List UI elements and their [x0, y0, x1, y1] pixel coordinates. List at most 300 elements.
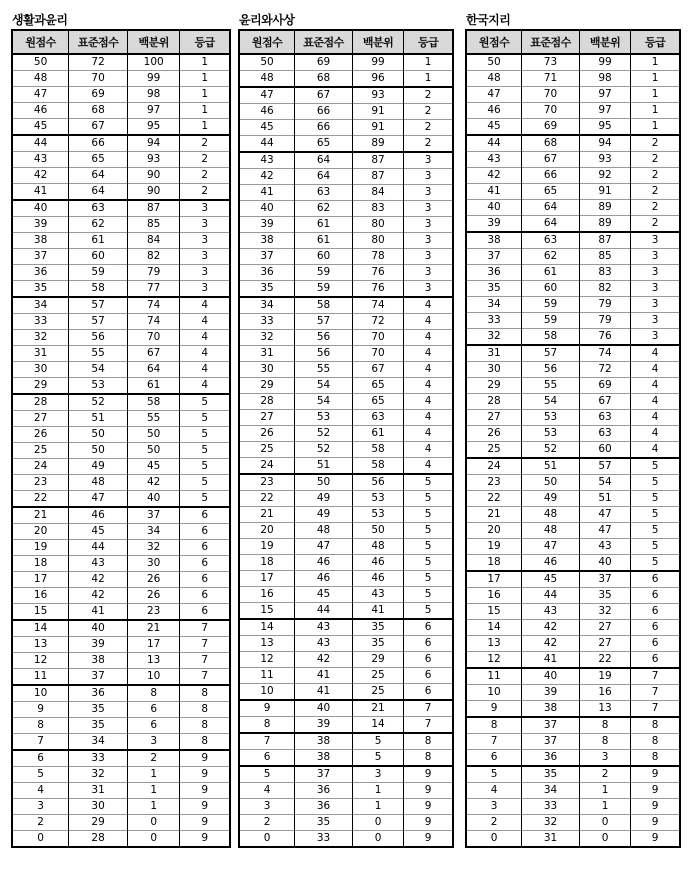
raw-score-cell: 30 [466, 362, 522, 378]
standard-score-cell: 59 [522, 297, 580, 313]
grade-cell: 3 [631, 313, 680, 329]
percentile-cell: 1 [352, 799, 403, 815]
raw-score-cell: 6 [12, 750, 69, 767]
column-header-raw-score: 원점수 [466, 30, 522, 54]
grade-cell: 6 [404, 652, 453, 668]
table-row [12, 653, 230, 669]
raw-score-cell: 0 [12, 831, 69, 848]
percentile-cell: 99 [128, 71, 180, 87]
grade-cell: 8 [180, 718, 230, 734]
grade-cell: 9 [631, 799, 680, 815]
standard-score-cell: 33 [522, 799, 580, 815]
table-row [239, 700, 453, 717]
raw-score-cell: 44 [239, 136, 295, 153]
grade-cell: 2 [404, 120, 453, 136]
percentile-cell: 19 [579, 668, 630, 685]
standard-score-cell: 54 [295, 378, 353, 394]
standard-score-cell: 61 [295, 217, 353, 233]
standard-score-cell: 47 [69, 491, 128, 508]
raw-score-cell: 11 [466, 668, 522, 685]
raw-score-cell: 42 [12, 168, 69, 184]
grade-cell: 6 [180, 507, 230, 524]
table-row [239, 684, 453, 701]
table-row [466, 249, 680, 265]
table-row [12, 54, 230, 71]
grade-cell: 5 [631, 507, 680, 523]
raw-score-cell: 23 [466, 475, 522, 491]
raw-score-cell: 3 [239, 799, 295, 815]
raw-score-cell: 37 [12, 249, 69, 265]
table-row [466, 604, 680, 620]
standard-score-cell: 60 [69, 249, 128, 265]
raw-score-cell: 30 [239, 362, 295, 378]
grade-cell: 6 [631, 604, 680, 620]
raw-score-cell: 27 [239, 410, 295, 426]
percentile-cell: 70 [352, 346, 403, 362]
percentile-cell: 6 [128, 702, 180, 718]
grade-cell: 4 [404, 426, 453, 442]
grade-cell: 1 [631, 54, 680, 71]
grade-cell: 9 [404, 766, 453, 783]
standard-score-cell: 68 [522, 135, 580, 152]
raw-score-cell: 0 [466, 831, 522, 848]
percentile-cell: 0 [128, 831, 180, 848]
standard-score-cell: 54 [69, 362, 128, 378]
standard-score-cell: 54 [522, 394, 580, 410]
standard-score-cell: 46 [69, 507, 128, 524]
table-row [239, 458, 453, 475]
raw-score-cell: 17 [466, 571, 522, 588]
grade-cell: 1 [631, 71, 680, 87]
percentile-cell: 1 [352, 783, 403, 799]
grade-cell: 5 [631, 458, 680, 475]
percentile-cell: 99 [579, 54, 630, 71]
standard-score-cell: 55 [69, 346, 128, 362]
percentile-cell: 45 [128, 459, 180, 475]
percentile-cell: 89 [352, 136, 403, 153]
grade-cell: 3 [404, 249, 453, 265]
table-row [12, 297, 230, 314]
raw-score-cell: 41 [466, 184, 522, 200]
raw-score-cell: 22 [239, 491, 295, 507]
table-row [12, 799, 230, 815]
grade-cell: 6 [631, 571, 680, 588]
table-row [239, 815, 453, 831]
table-row [466, 442, 680, 459]
percentile-cell: 21 [128, 620, 180, 637]
subject-block-korean-geography [465, 12, 681, 848]
percentile-cell: 67 [352, 362, 403, 378]
raw-score-cell: 43 [12, 152, 69, 168]
standard-score-cell: 28 [69, 831, 128, 848]
percentile-cell: 72 [579, 362, 630, 378]
grade-cell: 7 [180, 637, 230, 653]
grade-cell: 2 [404, 136, 453, 153]
standard-score-cell: 66 [295, 120, 353, 136]
standard-score-cell: 37 [295, 766, 353, 783]
standard-score-cell: 56 [295, 330, 353, 346]
standard-score-cell: 54 [295, 394, 353, 410]
column-header-percentile: 백분위 [579, 30, 630, 54]
raw-score-cell: 36 [466, 265, 522, 281]
standard-score-cell: 57 [69, 314, 128, 330]
raw-score-cell: 10 [12, 685, 69, 702]
standard-score-cell: 63 [69, 200, 128, 217]
percentile-cell: 35 [579, 588, 630, 604]
percentile-cell: 79 [579, 313, 630, 329]
table-row [12, 103, 230, 119]
grade-cell: 7 [180, 669, 230, 686]
raw-score-cell: 23 [12, 475, 69, 491]
standard-score-cell: 46 [295, 571, 353, 587]
grade-cell: 8 [404, 733, 453, 750]
percentile-cell: 84 [352, 185, 403, 201]
raw-score-cell: 12 [466, 652, 522, 669]
standard-score-cell: 50 [69, 427, 128, 443]
raw-score-cell: 35 [239, 281, 295, 298]
standard-score-cell: 49 [522, 491, 580, 507]
grade-cell: 1 [180, 54, 230, 71]
raw-score-cell: 8 [12, 718, 69, 734]
grade-cell: 5 [404, 491, 453, 507]
raw-score-cell: 11 [239, 668, 295, 684]
raw-score-cell: 5 [12, 767, 69, 783]
column-header-raw-score: 원점수 [239, 30, 295, 54]
raw-score-cell: 31 [239, 346, 295, 362]
grade-cell: 3 [631, 329, 680, 346]
standard-score-cell: 56 [522, 362, 580, 378]
grade-cell: 6 [404, 619, 453, 636]
table-row [466, 152, 680, 168]
percentile-cell: 85 [128, 217, 180, 233]
table-row [12, 459, 230, 475]
standard-score-cell: 37 [522, 734, 580, 750]
table-row [12, 572, 230, 588]
standard-score-cell: 59 [295, 281, 353, 298]
grade-cell: 3 [631, 232, 680, 249]
percentile-cell: 3 [128, 734, 180, 751]
table-row [12, 556, 230, 572]
percentile-cell: 21 [352, 700, 403, 717]
standard-score-cell: 39 [522, 685, 580, 701]
percentile-cell: 58 [352, 458, 403, 475]
table-row [466, 523, 680, 539]
raw-score-cell: 12 [239, 652, 295, 668]
table-row [466, 636, 680, 652]
standard-score-cell: 52 [295, 426, 353, 442]
standard-score-cell: 69 [69, 87, 128, 103]
table-row [466, 394, 680, 410]
grade-cell: 4 [404, 297, 453, 314]
grade-cell: 8 [404, 750, 453, 767]
raw-score-cell: 15 [239, 603, 295, 620]
standard-score-cell: 40 [522, 668, 580, 685]
raw-score-cell: 46 [466, 103, 522, 119]
standard-score-cell: 33 [69, 750, 128, 767]
standard-score-cell: 36 [522, 750, 580, 767]
table-row [466, 668, 680, 685]
table-row [12, 119, 230, 136]
column-header-grade: 등급 [180, 30, 230, 54]
grade-table [11, 29, 231, 848]
grade-cell: 2 [180, 135, 230, 152]
raw-score-cell: 37 [239, 249, 295, 265]
grade-table [465, 29, 681, 848]
raw-score-cell: 40 [239, 201, 295, 217]
standard-score-cell: 61 [522, 265, 580, 281]
percentile-cell: 35 [352, 636, 403, 652]
raw-score-cell: 36 [12, 265, 69, 281]
grade-cell: 8 [631, 734, 680, 750]
percentile-cell: 56 [352, 474, 403, 491]
standard-score-cell: 29 [69, 815, 128, 831]
raw-score-cell: 48 [466, 71, 522, 87]
percentile-cell: 87 [352, 169, 403, 185]
grade-cell: 9 [180, 783, 230, 799]
raw-score-cell: 7 [466, 734, 522, 750]
raw-score-cell: 12 [12, 653, 69, 669]
raw-score-cell: 50 [466, 54, 522, 71]
percentile-cell: 42 [128, 475, 180, 491]
standard-score-cell: 50 [522, 475, 580, 491]
grade-cell: 8 [180, 734, 230, 751]
grade-cell: 4 [631, 442, 680, 459]
table-row [239, 831, 453, 848]
table-row [239, 394, 453, 410]
raw-score-cell: 6 [239, 750, 295, 767]
standard-score-cell: 36 [69, 685, 128, 702]
table-row [12, 491, 230, 508]
percentile-cell: 37 [579, 571, 630, 588]
percentile-cell: 65 [352, 378, 403, 394]
percentile-cell: 50 [128, 443, 180, 459]
standard-score-cell: 63 [295, 185, 353, 201]
standard-score-cell: 52 [295, 442, 353, 458]
standard-score-cell: 44 [295, 603, 353, 620]
table-row [12, 831, 230, 848]
grade-cell: 8 [631, 750, 680, 767]
raw-score-cell: 10 [466, 685, 522, 701]
standard-score-cell: 56 [69, 330, 128, 346]
grade-cell: 8 [180, 685, 230, 702]
percentile-cell: 67 [579, 394, 630, 410]
subject-block-ethics-thought [238, 12, 454, 848]
percentile-cell: 1 [128, 767, 180, 783]
standard-score-cell: 47 [522, 539, 580, 555]
table-row [239, 652, 453, 668]
table-row [12, 524, 230, 540]
percentile-cell: 91 [579, 184, 630, 200]
grade-cell: 7 [180, 653, 230, 669]
table-row [466, 71, 680, 87]
grade-cell: 4 [180, 346, 230, 362]
percentile-cell: 0 [352, 831, 403, 848]
table-row [239, 362, 453, 378]
standard-score-cell: 48 [522, 507, 580, 523]
raw-score-cell: 47 [466, 87, 522, 103]
raw-score-cell: 31 [12, 346, 69, 362]
grade-cell: 9 [404, 831, 453, 848]
percentile-cell: 98 [579, 71, 630, 87]
table-row [239, 799, 453, 815]
raw-score-cell: 4 [12, 783, 69, 799]
raw-score-cell: 38 [239, 233, 295, 249]
percentile-cell: 40 [579, 555, 630, 572]
standard-score-cell: 59 [295, 265, 353, 281]
standard-score-cell: 43 [69, 556, 128, 572]
grade-cell: 5 [180, 411, 230, 427]
standard-score-cell: 60 [522, 281, 580, 297]
standard-score-cell: 53 [522, 410, 580, 426]
grade-cell: 3 [180, 281, 230, 298]
percentile-cell: 90 [128, 168, 180, 184]
percentile-cell: 47 [579, 523, 630, 539]
table-row [466, 588, 680, 604]
grade-cell: 9 [631, 815, 680, 831]
table-row [239, 233, 453, 249]
percentile-cell: 85 [579, 249, 630, 265]
table-row [466, 799, 680, 815]
grade-cell: 5 [631, 555, 680, 572]
raw-score-cell: 23 [239, 474, 295, 491]
table-row [239, 555, 453, 571]
standard-score-cell: 69 [295, 54, 353, 71]
standard-score-cell: 35 [295, 815, 353, 831]
table-row [466, 297, 680, 313]
table-row [466, 103, 680, 119]
subject-title: 생활과윤리 [12, 13, 68, 27]
table-row [12, 475, 230, 491]
standard-score-cell: 53 [522, 426, 580, 442]
standard-score-cell: 42 [522, 636, 580, 652]
table-row [12, 249, 230, 265]
table-row [239, 717, 453, 734]
standard-score-cell: 53 [69, 378, 128, 395]
raw-score-cell: 16 [239, 587, 295, 603]
grade-cell: 9 [404, 815, 453, 831]
percentile-cell: 74 [352, 297, 403, 314]
raw-score-cell: 4 [466, 783, 522, 799]
standard-score-cell: 49 [295, 491, 353, 507]
percentile-cell: 83 [579, 265, 630, 281]
percentile-cell: 53 [352, 507, 403, 523]
standard-score-cell: 46 [295, 555, 353, 571]
standard-score-cell: 61 [69, 233, 128, 249]
grade-cell: 4 [180, 314, 230, 330]
raw-score-cell: 16 [466, 588, 522, 604]
grade-cell: 2 [631, 184, 680, 200]
percentile-cell: 37 [128, 507, 180, 524]
standard-score-cell: 41 [69, 604, 128, 621]
percentile-cell: 3 [579, 750, 630, 767]
percentile-cell: 74 [128, 297, 180, 314]
standard-score-cell: 50 [69, 443, 128, 459]
raw-score-cell: 9 [239, 700, 295, 717]
standard-score-cell: 30 [69, 799, 128, 815]
standard-score-cell: 58 [69, 281, 128, 298]
standard-score-cell: 43 [522, 604, 580, 620]
percentile-cell: 14 [352, 717, 403, 734]
table-row [12, 718, 230, 734]
percentile-cell: 57 [579, 458, 630, 475]
standard-score-cell: 65 [522, 184, 580, 200]
standard-score-cell: 51 [522, 458, 580, 475]
percentile-cell: 91 [352, 104, 403, 120]
grade-cell: 9 [180, 815, 230, 831]
raw-score-cell: 5 [466, 766, 522, 783]
table-row [466, 119, 680, 136]
standard-score-cell: 65 [69, 152, 128, 168]
percentile-cell: 58 [128, 394, 180, 411]
table-row [239, 136, 453, 153]
standard-score-cell: 44 [69, 540, 128, 556]
raw-score-cell: 39 [239, 217, 295, 233]
subject-block-life-ethics [11, 12, 231, 848]
header-row [466, 30, 680, 54]
raw-score-cell: 13 [12, 637, 69, 653]
grade-cell: 3 [404, 265, 453, 281]
grade-cell: 9 [631, 783, 680, 799]
percentile-cell: 13 [579, 701, 630, 718]
grade-cell: 5 [404, 571, 453, 587]
standard-score-cell: 64 [522, 216, 580, 233]
grade-cell: 4 [404, 378, 453, 394]
percentile-cell: 96 [352, 71, 403, 88]
standard-score-cell: 35 [522, 766, 580, 783]
standard-score-cell: 72 [69, 54, 128, 71]
grade-cell: 3 [404, 185, 453, 201]
table-row [466, 750, 680, 767]
column-header-standard-score: 표준점수 [295, 30, 353, 54]
grade-cell: 2 [631, 135, 680, 152]
percentile-cell: 23 [128, 604, 180, 621]
table-row [239, 120, 453, 136]
table-row [466, 491, 680, 507]
percentile-cell: 47 [579, 507, 630, 523]
percentile-cell: 79 [128, 265, 180, 281]
raw-score-cell: 21 [239, 507, 295, 523]
percentile-cell: 95 [128, 119, 180, 136]
table-row [12, 330, 230, 346]
grade-cell: 3 [631, 281, 680, 297]
percentile-cell: 87 [579, 232, 630, 249]
standard-score-cell: 55 [295, 362, 353, 378]
table-row [239, 426, 453, 442]
raw-score-cell: 38 [12, 233, 69, 249]
standard-score-cell: 71 [522, 71, 580, 87]
grade-cell: 2 [404, 87, 453, 104]
grade-cell: 3 [180, 233, 230, 249]
percentile-cell: 93 [352, 87, 403, 104]
table-row [239, 571, 453, 587]
standard-score-cell: 56 [295, 346, 353, 362]
standard-score-cell: 53 [295, 410, 353, 426]
grade-cell: 3 [404, 217, 453, 233]
grade-cell: 5 [404, 523, 453, 539]
grade-cell: 1 [631, 87, 680, 103]
percentile-cell: 2 [128, 750, 180, 767]
table-row [466, 345, 680, 362]
raw-score-cell: 46 [12, 103, 69, 119]
standard-score-cell: 62 [295, 201, 353, 217]
column-header-grade: 등급 [404, 30, 453, 54]
raw-score-cell: 3 [466, 799, 522, 815]
grade-cell: 5 [631, 523, 680, 539]
standard-score-cell: 43 [295, 636, 353, 652]
grade-cell: 1 [631, 103, 680, 119]
grade-cell: 9 [180, 799, 230, 815]
raw-score-cell: 17 [239, 571, 295, 587]
